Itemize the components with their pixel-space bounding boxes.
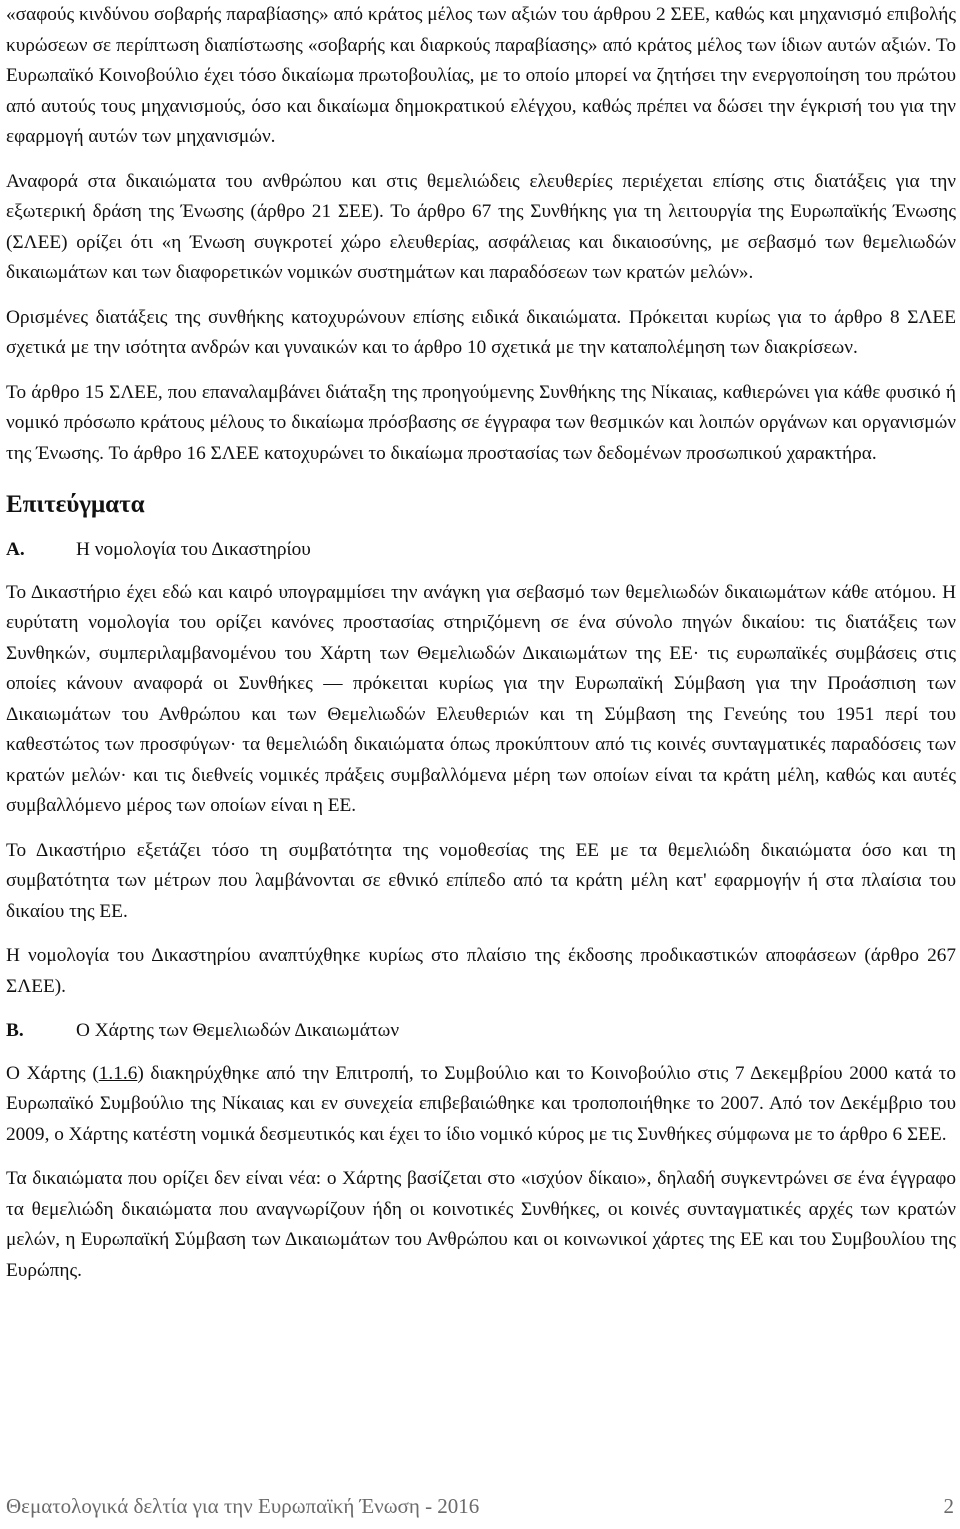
charter-reference-link[interactable]: 1.1.6 [98, 1062, 138, 1084]
document-page [6, 0, 956, 1300]
paragraph-court-preliminary: Η νομολογία του Δικαστηρίου αναπτύχθηκε κυρίως στο πλαίσιο της έκδοσης προδικαστικών αποφάσεων (άρθρο 267 ΣΛΕΕ). [6, 945, 956, 997]
paragraph-charter-rights: Τα δικαιώματα που ορίζει δεν είναι νέα: ο Χάρτης βασίζεται στο «ισχύον δίκαιο», δηλαδή συγκεντρώνει σε ένα έγγραφο τα θεμελιώδη δικαιώματα που αναγνωρίζουν ήδη οι κοινοτικές Συνθήκες, οι κοινές συνταγματικές αρχές των κρατών μελών, η Ευρωπαϊκή Σύμβαση των Δικαιωμάτων του Ανθρώπου και οι κοινωνικοί χάρτες της ΕΕ και του Συμβουλίου της Ευρώπης. [6, 1168, 956, 1281]
page-footer [6, 1494, 954, 1519]
charter-text-start: Ο Χάρτης ( [6, 1062, 99, 1084]
paragraph-external-action: Αναφορά στα δικαιώματα του ανθρώπου και στις θεμελιώδεις ελευθερίες περιέχεται επίσης στις διατάξεις για την εξωτερική δράση της Ένωσης (άρθρο 21 ΣΕΕ). Το άρθρο 67 της Συνθήκης για τη λειτουργία της Ευρωπαϊκής Ένωσης (ΣΛΕΕ) ορίζει ότι «η Ένωση συγκροτεί χώρο ελευθερίας, ασφάλειας και δικαιοσύνης, με σεβασμό των θεμελιωδών δικαιωμάτων και των διαφορετικών νομικών συστημάτων και παραδόσεων των κρατών μελών». [6, 170, 956, 283]
subheading-charter [6, 1016, 956, 1047]
subheading-letter-a: A. [6, 539, 25, 560]
paragraph-charter-proclaimed [6, 1059, 956, 1151]
subheading-title-a: Η νομολογία του Δικαστηρίου [76, 539, 311, 560]
footer-page-number: 2 [943, 1494, 954, 1518]
subheading-case-law [6, 535, 956, 566]
footer-title: Θεματολογικά δελτία για την Ευρωπαϊκή Ένωση - 2016 [6, 1494, 480, 1518]
paragraph-specific-rights: Ορισμένες διατάξεις της συνθήκης κατοχυρώνουν επίσης ειδικά δικαιώματα. Πρόκειται κυρίως για το άρθρο 8 ΣΛΕΕ σχετικά με την ισότητα ανδρών και γυναικών και το άρθρο 10 σχετικά με την καταπολέμηση των διακρίσεων. [6, 306, 956, 358]
charter-text-rest: ) διακηρύχθηκε από την Επιτροπή, το Συμβούλιο και το Κοινοβούλιο στις 7 Δεκεμβρίου 2000 κατά το Ευρωπαϊκό Συμβούλιο της Νίκαιας και εν συνεχεία επιβεβαιώθηκε και τροποποιήθηκε το 2007. Από τον Δεκέμβριο του 2009, ο Χάρτης κατέστη νομικά δεσμευτικός και έχει το ίδιο νομικό κύρος με τις Συνθήκες σύμφωνα με το άρθρο 6 ΣΕΕ. [6, 1062, 956, 1145]
subheading-letter-b: B. [6, 1020, 24, 1041]
paragraph-court-sources: Το Δικαστήριο έχει εδώ και καιρό υπογραμμίσει την ανάγκη για σεβασμό των θεμελιωδών δικαιωμάτων κάθε ατόμου. Η ευρύτατη νομολογία του ορίζει κανόνες προστασίας στηριζόμενη σε ένα σύνολο πηγών δικαίου: τις διατάξεις των Συνθηκών, συμπεριλαμβανομένου του Χάρτη των Θεμελιωδών Δικαιωμάτων της ΕΕ· τις ευρωπαϊκές συμβάσεις στις οποίες κάνουν αναφορά οι Συνθήκες — πρόκειται κυρίως για την Ευρωπαϊκή Σύμβαση για την Προάσπιση των Δικαιωμάτων του Ανθρώπου και των Θεμελιωδών Ελευθεριών και τη Σύμβαση της Γενεύης του 1951 περί του καθεστώτος των προσφύγων· τα θεμελιώδη δικαιώματα όπως προκύπτουν από τις κοινές συνταγματικές παραδόσεις των κρατών μελών· και τις διεθνείς νομικές πράξεις συμβαλλόμενα μέρη των οποίων είναι τα κράτη μέλη, καθώς και αυτές συμβαλλόμενο μέρος των οποίων είναι η ΕΕ. [6, 581, 956, 816]
paragraph-access-documents: Το άρθρο 15 ΣΛΕΕ, που επαναλαμβάνει διάταξη της προηγούμενης Συνθήκης της Νίκαιας, καθιερώνει για κάθε φυσικό ή νομικό πρόσωπο κράτους μέλους το δικαίωμα πρόσβασης σε έγγραφα των θεσμικών και λοιπών οργάνων και οργανισμών της Ένωσης. Το άρθρο 16 ΣΛΕΕ κατοχυρώνει το δικαίωμα προστασίας των δεδομένων προσωπικού χαρακτήρα. [6, 381, 956, 464]
subheading-title-b: Ο Χάρτης των Θεμελιωδών Δικαιωμάτων [76, 1020, 400, 1041]
paragraph-court-compatibility: Το Δικαστήριο εξετάζει τόσο τη συμβατότητα της νομοθεσίας της ΕΕ με τα θεμελιώδη δικαιώματα όσο και τη συμβατότητα των μέτρων που λαμβάνονται σε εθνικό επίπεδο από τα κράτη μέλη κατ' εφαρμογήν ή στα πλαίσια του δικαίου της ΕΕ. [6, 839, 956, 922]
paragraph-values-mechanism: «σαφούς κινδύνου σοβαρής παραβίασης» από κράτος μέλος των αξιών του άρθρου 2 ΣΕΕ, καθώς και μηχανισμό επιβολής κυρώσεων σε περίπτωση διαπίστωσης «σοβαρής και διαρκούς παραβίασης» από κράτος μέλος των ίδιων αυτών αξιών. Το Ευρωπαϊκό Κοινοβούλιο έχει τόσο δικαίωμα πρωτοβουλίας, με το οποίο μπορεί να ζητήσει την ενεργοποίηση του πρώτου από αυτούς τους μηχανισμούς, όσο και δικαίωμα δημοκρατικού ελέγχου, καθώς πρέπει να δώσει την έγκρισή του για την εφαρμογή αυτών των μηχανισμών. [6, 4, 956, 147]
section-title-achievements: Επιτεύγματα [6, 491, 145, 518]
